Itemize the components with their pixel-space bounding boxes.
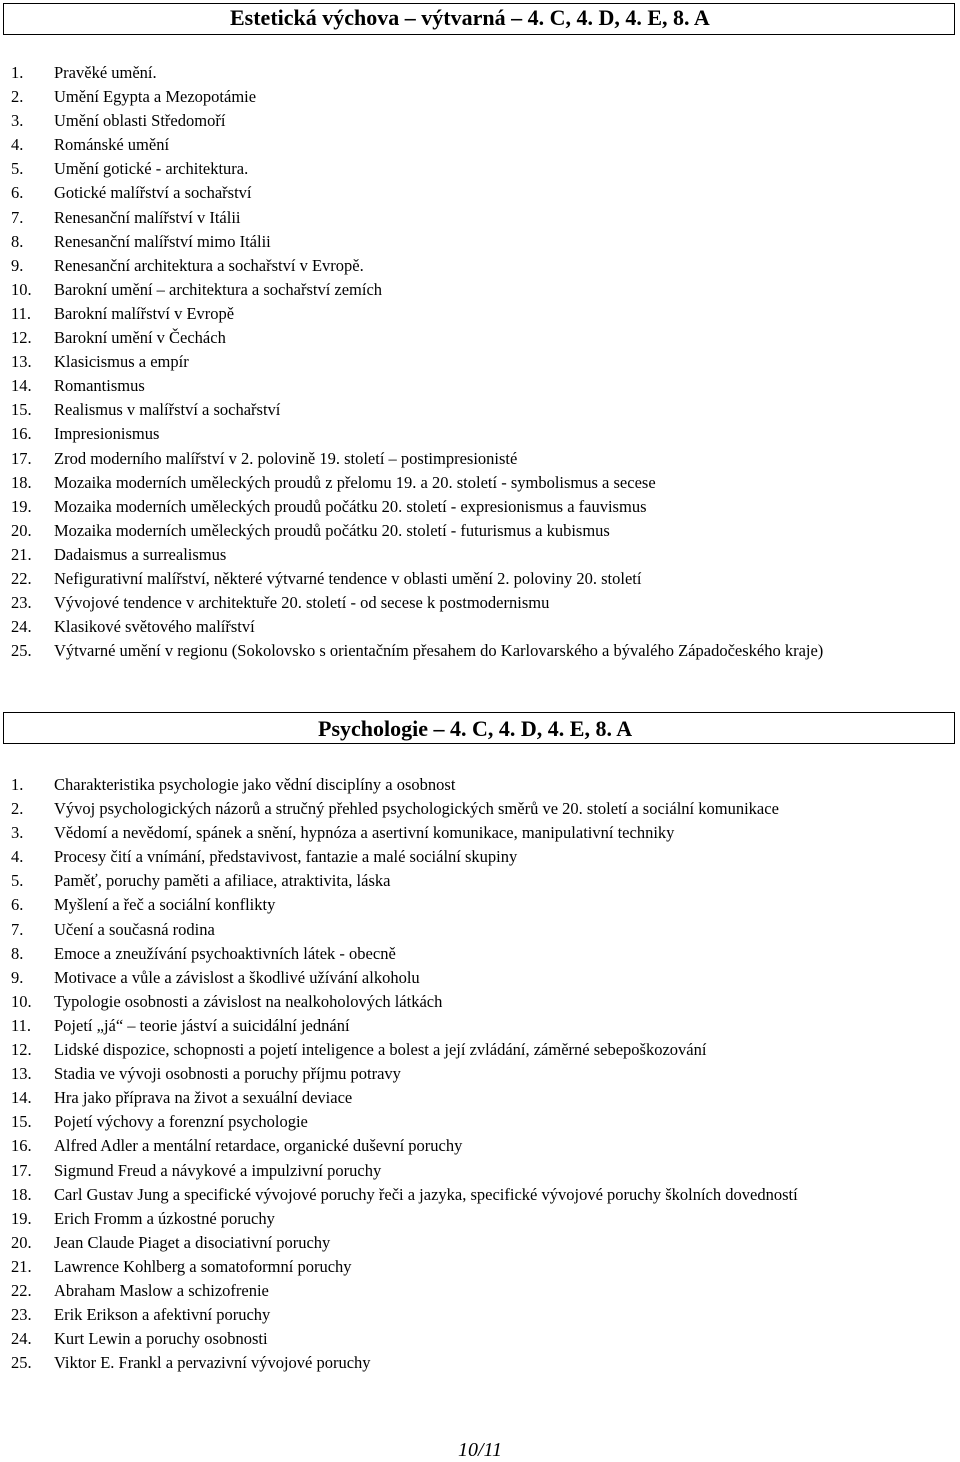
item-number: 21.	[11, 1256, 32, 1276]
item-text: Umění Egypta a Mezopotámie	[54, 87, 257, 107]
item-text: Impresionismus	[54, 424, 160, 444]
item-number: 13.	[11, 352, 32, 372]
item-number: 24.	[11, 617, 32, 637]
item-number: 19.	[11, 1208, 32, 1228]
item-number: 17.	[11, 1160, 32, 1180]
item-number: 16.	[11, 424, 32, 444]
item-text: Vývojové tendence v architektuře 20. století - od secese k postmodernismu	[54, 593, 550, 613]
item-number: 1.	[11, 775, 24, 794]
item-number: 4.	[11, 847, 24, 867]
item-number: 4.	[11, 135, 24, 155]
item-number: 14.	[11, 1088, 32, 1108]
item-text: Motivace a vůle a závislost a škodlivé užívání alkoholu	[54, 967, 420, 987]
item-number: 23.	[11, 1305, 32, 1325]
item-text: Umění oblasti Středomoří	[54, 111, 226, 131]
item-number: 6.	[11, 895, 24, 915]
item-text: Stadia ve vývoji osobnosti a poruchy příjmu potravy	[54, 1064, 401, 1084]
item-number: 17.	[11, 448, 32, 468]
item-text: Pojetí „já“ – teorie jáství a suicidální jednání	[54, 1015, 350, 1035]
item-text: Erich Fromm a úzkostné poruchy	[54, 1208, 275, 1228]
item-text: Alfred Adler a mentální retardace, organické duševní poruchy	[54, 1136, 463, 1156]
item-number: 8.	[11, 943, 24, 963]
item-text: Jean Claude Piaget a disociativní poruchy	[54, 1232, 331, 1252]
item-number: 10.	[11, 279, 32, 299]
item-number: 10.	[11, 991, 32, 1011]
item-number: 24.	[11, 1329, 32, 1349]
item-text: Vědomí a nevědomí, spánek a snění, hypnóza a asertivní komunikace, manipulativní techniky	[54, 823, 675, 843]
item-text: Románské umění	[54, 135, 170, 155]
item-text: Dadaismus a surrealismus	[54, 544, 227, 564]
item-number: 20.	[11, 1232, 32, 1252]
item-text: Mozaika moderních uměleckých proudů z přelomu 19. a 20. století - symbolismus a secese	[54, 472, 656, 492]
section-title-art-education: Estetická výchova – výtvarná – 4. C, 4. D, 4. E, 8. A	[230, 5, 710, 30]
item-text: Renesanční architektura a sochařství v Evropě.	[54, 255, 364, 275]
item-number: 23.	[11, 593, 32, 613]
item-text: Kurt Lewin a poruchy osobnosti	[54, 1329, 268, 1349]
item-number: 5.	[11, 159, 24, 179]
item-number: 25.	[11, 641, 32, 661]
item-text: Pojetí výchovy a forenzní psychologie	[54, 1112, 308, 1132]
item-text: Carl Gustav Jung a specifické vývojové poruchy řeči a jazyka, specifické vývojové poruchy školních dovedností	[54, 1184, 798, 1204]
item-text: Realismus v malířství a sochařství	[54, 400, 281, 420]
item-number: 12.	[11, 1040, 32, 1060]
item-number: 21.	[11, 544, 32, 564]
item-text: Erik Erikson a afektivní poruchy	[54, 1305, 271, 1325]
item-number: 12.	[11, 328, 32, 348]
item-number: 16.	[11, 1136, 32, 1156]
item-text: Učení a současná rodina	[54, 919, 215, 939]
item-text: Charakteristika psychologie jako vědní disciplíny a osobnost	[54, 775, 456, 794]
item-number: 14.	[11, 376, 32, 396]
item-text: Myšlení a řeč a sociální konflikty	[54, 895, 276, 915]
item-text: Zrod moderního malířství v 2. polovině 19. století – postimpresionisté	[54, 448, 518, 468]
item-number: 1.	[11, 63, 24, 82]
item-number: 18.	[11, 1184, 32, 1204]
item-text: Barokní umění v Čechách	[54, 328, 226, 348]
item-number: 7.	[11, 207, 24, 227]
item-text: Umění gotické - architektura.	[54, 159, 249, 179]
item-number: 5.	[11, 871, 24, 891]
item-text: Mozaika moderních uměleckých proudů počátku 20. století - expresionismus a fauvismus	[54, 496, 647, 516]
item-number: 22.	[11, 1280, 32, 1300]
item-number: 7.	[11, 919, 24, 939]
item-text: Emoce a zneužívání psychoaktivních látek - obecně	[54, 943, 396, 963]
item-text: Gotické malířství a sochařství	[54, 183, 252, 203]
item-number: 6.	[11, 183, 24, 203]
item-text: Pravěké umění.	[54, 63, 157, 82]
item-number: 25.	[11, 1353, 32, 1373]
item-number: 3.	[11, 111, 24, 131]
item-number: 22.	[11, 568, 32, 588]
item-text: Hra jako příprava na život a sexuální deviace	[54, 1088, 353, 1108]
item-number: 9.	[11, 967, 24, 987]
item-number: 15.	[11, 1112, 32, 1132]
item-text: Nefigurativní malířství, některé výtvarné tendence v oblasti umění 2. poloviny 20. století	[54, 568, 642, 588]
item-text: Typologie osobnosti a závislost na nealkoholových látkách	[54, 991, 443, 1011]
item-text: Viktor E. Frankl a pervazivní vývojové poruchy	[54, 1353, 371, 1373]
item-number: 9.	[11, 255, 24, 275]
item-number: 2.	[11, 799, 24, 819]
item-text: Renesanční malířství v Itálii	[54, 207, 241, 227]
item-text: Lidské dispozice, schopnosti a pojetí inteligence a bolest a její zvládání, záměrné sebepoškozování	[54, 1040, 707, 1060]
item-text: Výtvarné umění v regionu (Sokolovsko s orientačním přesahem do Karlovarského a bývalého Západočeského kraje)	[54, 641, 824, 661]
item-text: Klasicismus a empír	[54, 352, 189, 372]
item-number: 19.	[11, 496, 32, 516]
item-text: Vývoj psychologických názorů a stručný přehled psychologických směrů ve 20. století a sociální komunikace	[54, 799, 779, 819]
item-number: 20.	[11, 520, 32, 540]
item-text: Lawrence Kohlberg a somatoformní poruchy	[54, 1256, 352, 1276]
item-text: Renesanční malířství mimo Itálii	[54, 231, 271, 251]
item-text: Barokní malířství v Evropě	[54, 303, 235, 323]
page-number: 10/11	[457, 1439, 503, 1461]
item-text: Romantismus	[54, 376, 145, 396]
item-number: 18.	[11, 472, 32, 492]
item-text: Abraham Maslow a schizofrenie	[54, 1280, 269, 1300]
item-text: Barokní umění – architektura a sochařství zemích	[54, 279, 383, 299]
item-text: Paměť, poruchy paměti a afiliace, atraktivita, láska	[54, 871, 391, 891]
item-number: 8.	[11, 231, 24, 251]
item-number: 11.	[11, 1015, 32, 1035]
item-number: 2.	[11, 87, 24, 107]
item-number: 3.	[11, 823, 24, 843]
item-text: Procesy čití a vnímání, představivost, fantazie a malé sociální skupiny	[54, 847, 518, 867]
item-number: 11.	[11, 303, 32, 323]
item-number: 13.	[11, 1064, 32, 1084]
section-title-psychology: Psychologie – 4. C, 4. D, 4. E, 8. A	[318, 716, 633, 741]
item-text: Sigmund Freud a návykové a impulzivní poruchy	[54, 1160, 382, 1180]
item-text: Mozaika moderních uměleckých proudů počátku 20. století - futurismus a kubismus	[54, 520, 610, 540]
item-number: 15.	[11, 400, 32, 420]
item-text: Klasikové světového malířství	[54, 617, 255, 637]
